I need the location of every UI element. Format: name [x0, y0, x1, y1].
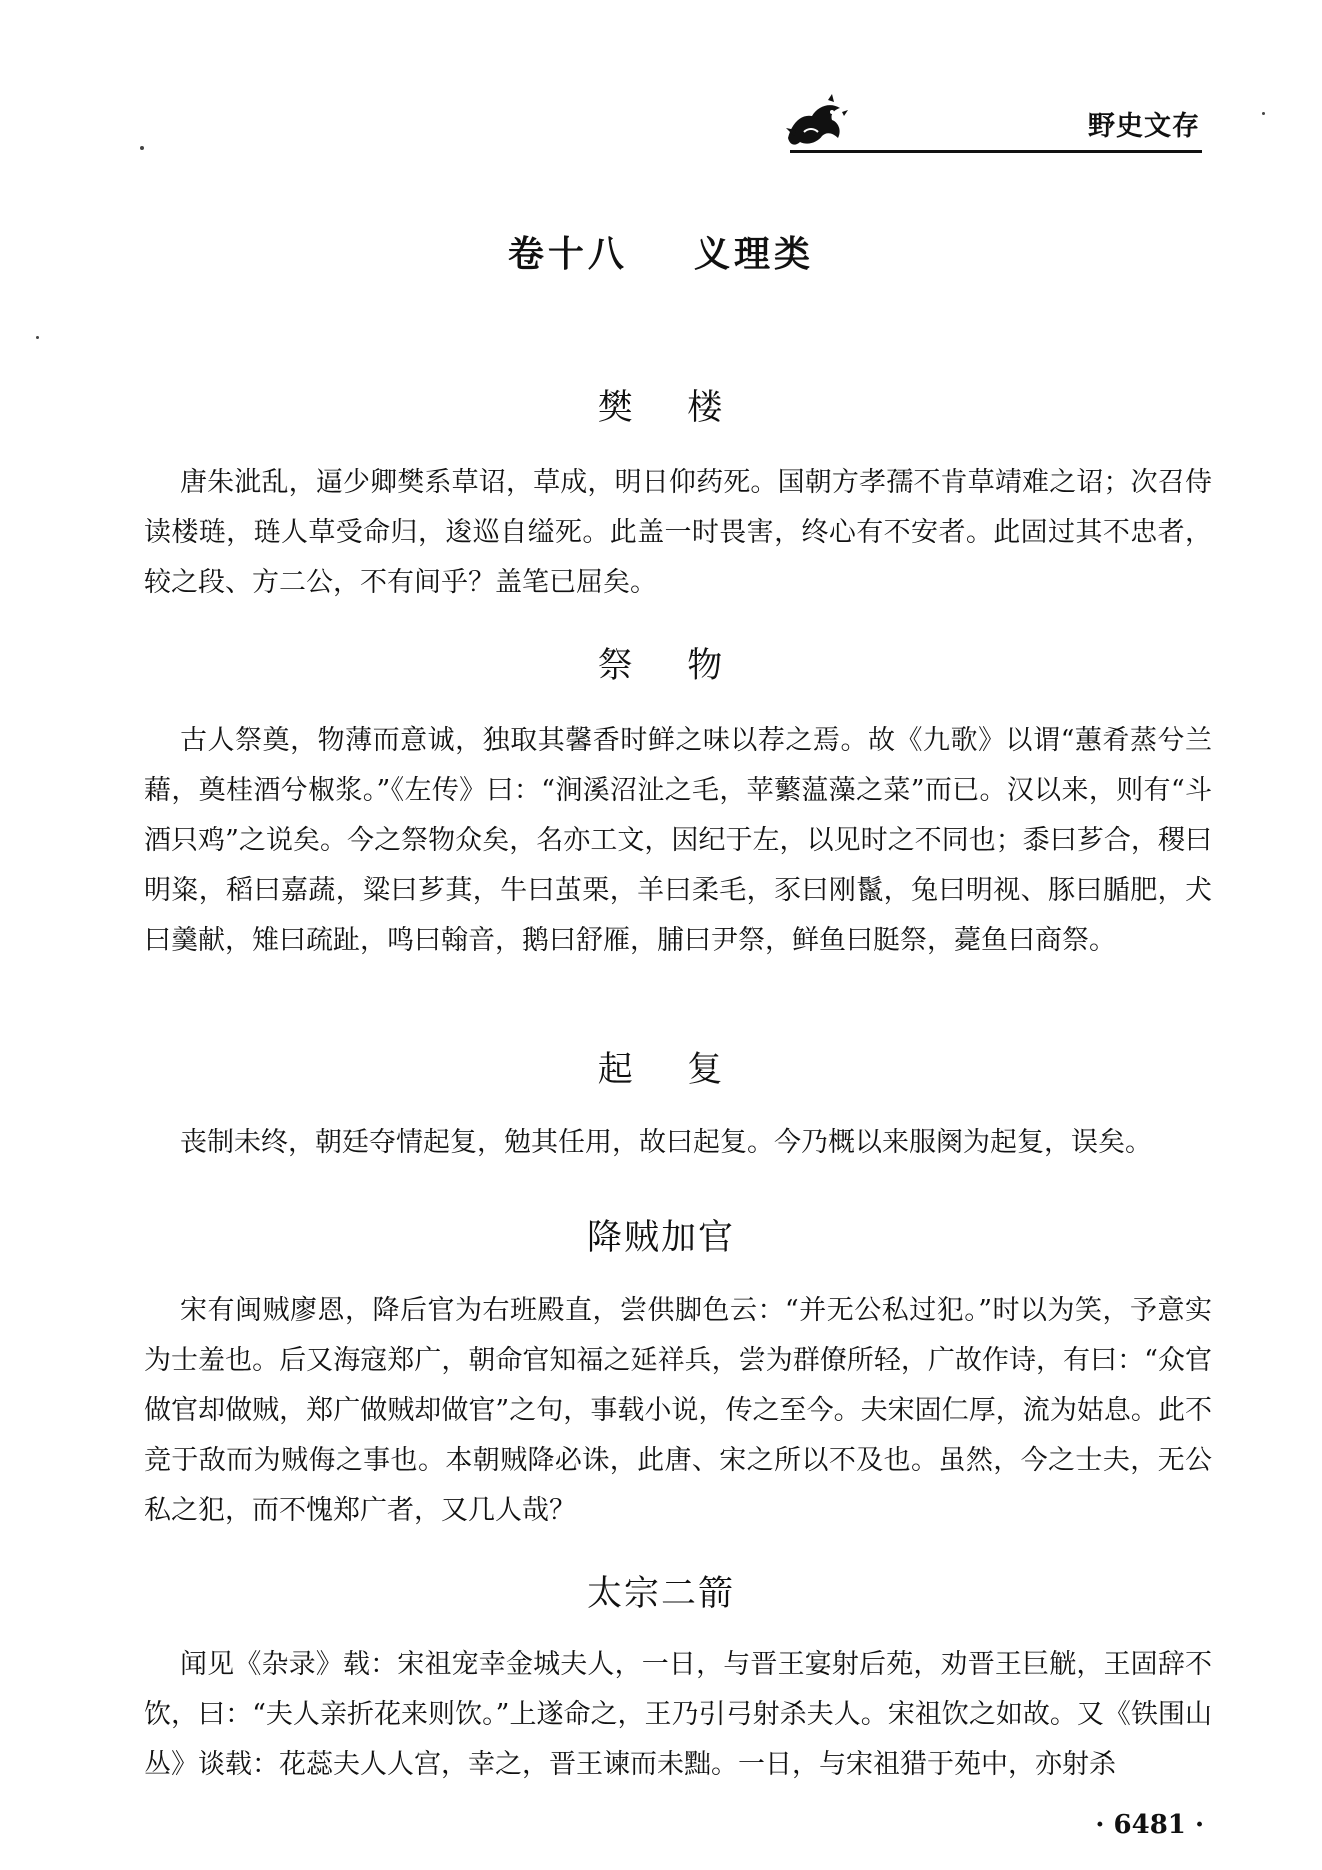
paragraph-xiangzei-jiaguan: 宋有闽贼廖恩，降后官为右班殿直，尝供脚色云：“并无公私过犯。”时以为笑，予意实为士羞也。后又海寇郑广，朝命官知福之延祥兵，尝为群僚所轻，广故作诗，有曰：“众官做官却做贼，郑广做贼却做官”之句，事载小说，传之至今。夫宋固仁厚，流为姑息。此不竞于敌而为贼侮之事也。本朝贼降必诛，此唐、宋之所以不及也。虽然，今之士夫，无公私之犯，而不愧郑广者，又几人哉？ — [144, 1295, 1212, 1526]
section-title-qifu: 起 复 — [597, 1050, 725, 1090]
paragraph-qifu: 丧制未终，朝廷夺情起复，勉其任用，故曰起复。今乃概以来服阕为起复，误矣。 — [180, 1127, 1152, 1158]
section-title-xiangzei-jiaguan: 降贼加官 — [586, 1218, 735, 1258]
chapter-title: 卷十八 义理类 — [507, 234, 815, 275]
section-title-jiwu: 祭 物 — [597, 646, 725, 686]
header-rule — [790, 150, 1202, 153]
header-title: 野史文存 — [1088, 111, 1200, 142]
paragraph-taizong-erjian: 闻见《杂录》载：宋祖宠幸金城夫人，一日，与晋王宴射后苑，劝晋王巨觥，王固辞不饮，曰：“夫人亲折花来则饮。”上遂命之，王乃引弓射杀夫人。宋祖饮之如故。又《铁围山丛》谈载：花蕊夫人人宫，幸之，晋王谏而未黜。一日，与宋祖猎于苑中，亦射杀 — [144, 1649, 1212, 1780]
paragraph-jiwu: 古人祭奠，物薄而意诚，独取其馨香时鲜之味以荐之焉。故《九歌》以谓“蕙肴蒸兮兰藉，奠桂酒兮椒浆。”《左传》曰：“涧溪沼沚之毛，苹蘩蕰藻之菜”而已。汉以来，则有“斗酒只鸡”之说矣。今之祭物众矣，名亦工文，因纪于左，以见时之不同也；黍曰芗合，稷曰明粢，稻曰嘉蔬，粱曰芗萁，牛曰茧栗，羊曰柔毛，豕曰刚鬣，兔曰明视、豚曰腯肥，犬曰羹献，雉曰疏趾，鸣曰翰音，鹅曰舒雁，脯曰尹祭，鲜鱼曰脡祭，薧鱼曰商祭。 — [144, 725, 1212, 956]
scan-speck — [140, 146, 144, 150]
dragon-emblem-icon — [782, 92, 848, 150]
paragraph-fanlou: 唐朱泚乱，逼少卿樊系草诏，草成，明日仰药死。国朝方孝孺不肯草靖难之诏；次召侍读楼琏，琏人草受命归，逡巡自缢死。此盖一时畏害，终心有不安者。此固过其不忠者，较之段、方二公，不有间乎？盖笔已屈矣。 — [144, 467, 1212, 598]
page-number: · 6481 · — [1095, 1810, 1204, 1840]
section-title-taizong-erjian: 太宗二箭 — [586, 1574, 735, 1614]
section-title-fanlou: 樊 楼 — [597, 388, 725, 428]
scan-speck — [1262, 112, 1265, 115]
scan-speck — [36, 336, 39, 339]
